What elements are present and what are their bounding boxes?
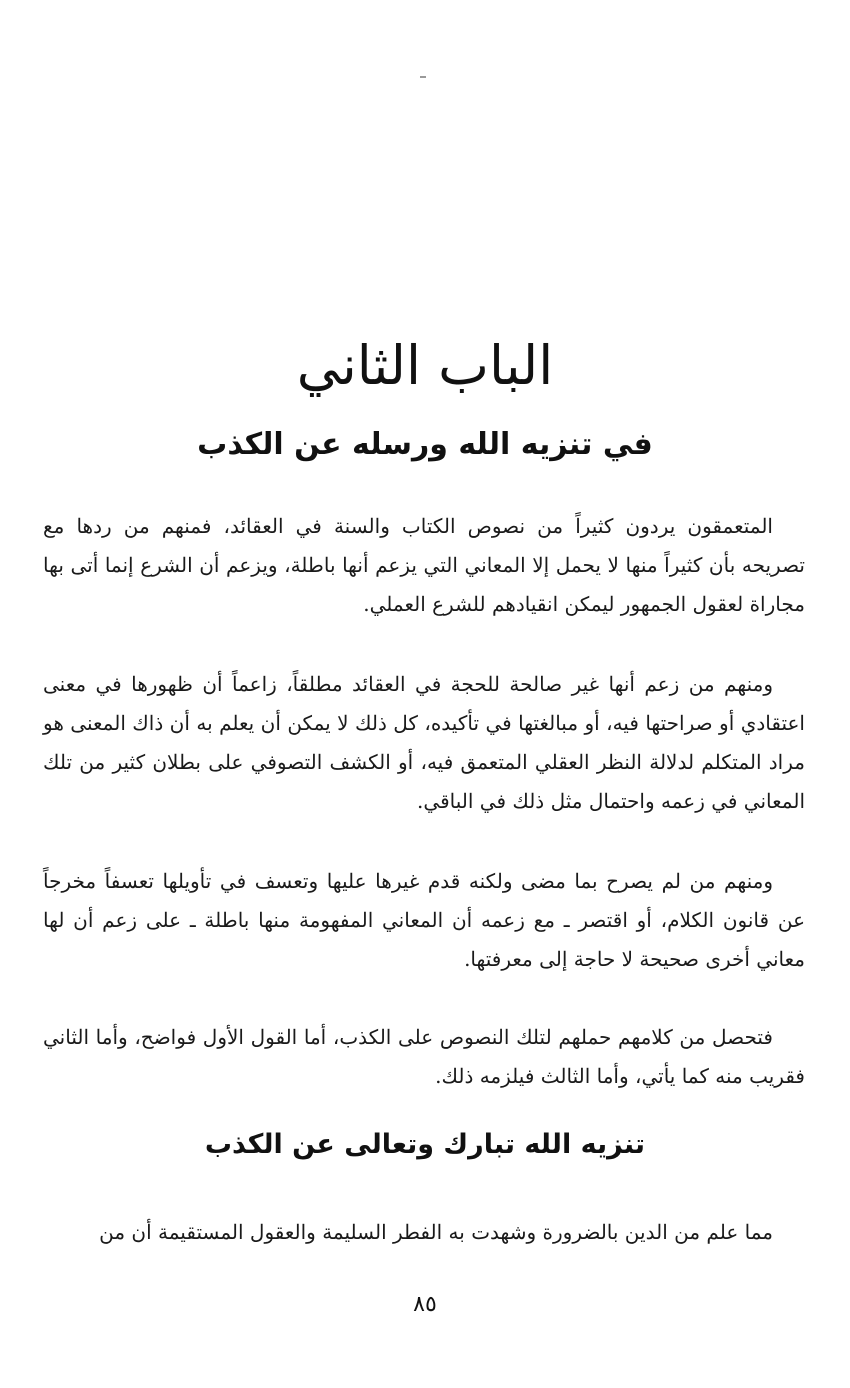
paragraph-5: مما علم من الدين بالضرورة وشهدت به الفطر السليمة والعقول المستقيمة أن من [99, 1220, 773, 1244]
paragraph-2: ومنهم من زعم أنها غير صالحة للحجة في العقائد مطلقاً، زاعماً أن ظهورها في معنى اعتقادي أو صراحتها فيه، أو مبالغتها في تأكيده، كل ذلك لا يمكن أن يعلم به أن ذاك المعنى هو مراد المتكلم لدلالة النظر العقلي المتعمق فيه، أو الكشف التصوفي على بطلان كثير من تلك المعاني في زعمه واحتمال مثل ذلك في الباقي. [43, 672, 805, 813]
page-number: ٨٥ [413, 1292, 437, 1317]
section-heading: تنزيه الله تبارك وتعالى عن الكذب [204, 1129, 646, 1160]
paragraph-4: فتحصل من كلامهم حملهم لتلك النصوص على الكذب، أما القول الأول فواضح، وأما الثاني فقريب منه كما يأتي، وأما الثالث فيلزمه ذلك. [43, 1025, 805, 1088]
top-mark [420, 76, 426, 78]
paragraph-1: المتعمقون يردون كثيراً من نصوص الكتاب والسنة في العقائد، فمنهم من ردها مع تصريحه بأن كثيراً منها لا يحمل إلا المعاني التي يزعم أنها باطلة، ويزعم أن الشرع إنما أتى بها مجاراة لعقول الجمهور ليمكن انقيادهم للشرع العملي. [43, 514, 805, 616]
paragraph-3: ومنهم من لم يصرح بما مضى ولكنه قدم غيرها عليها وتعسف في تأويلها تعسفاً مخرجاً عن قانون الكلام، أو اقتصر ـ مع زعمه أن المعاني المفهومة منها باطلة ـ على زعم أن لها معاني أخرى صحيحة لا حاجة إلى معرفتها. [43, 869, 805, 971]
chapter-title: الباب الثاني [296, 334, 554, 397]
chapter-subtitle: في تنزيه الله ورسله عن الكذب [197, 427, 653, 462]
